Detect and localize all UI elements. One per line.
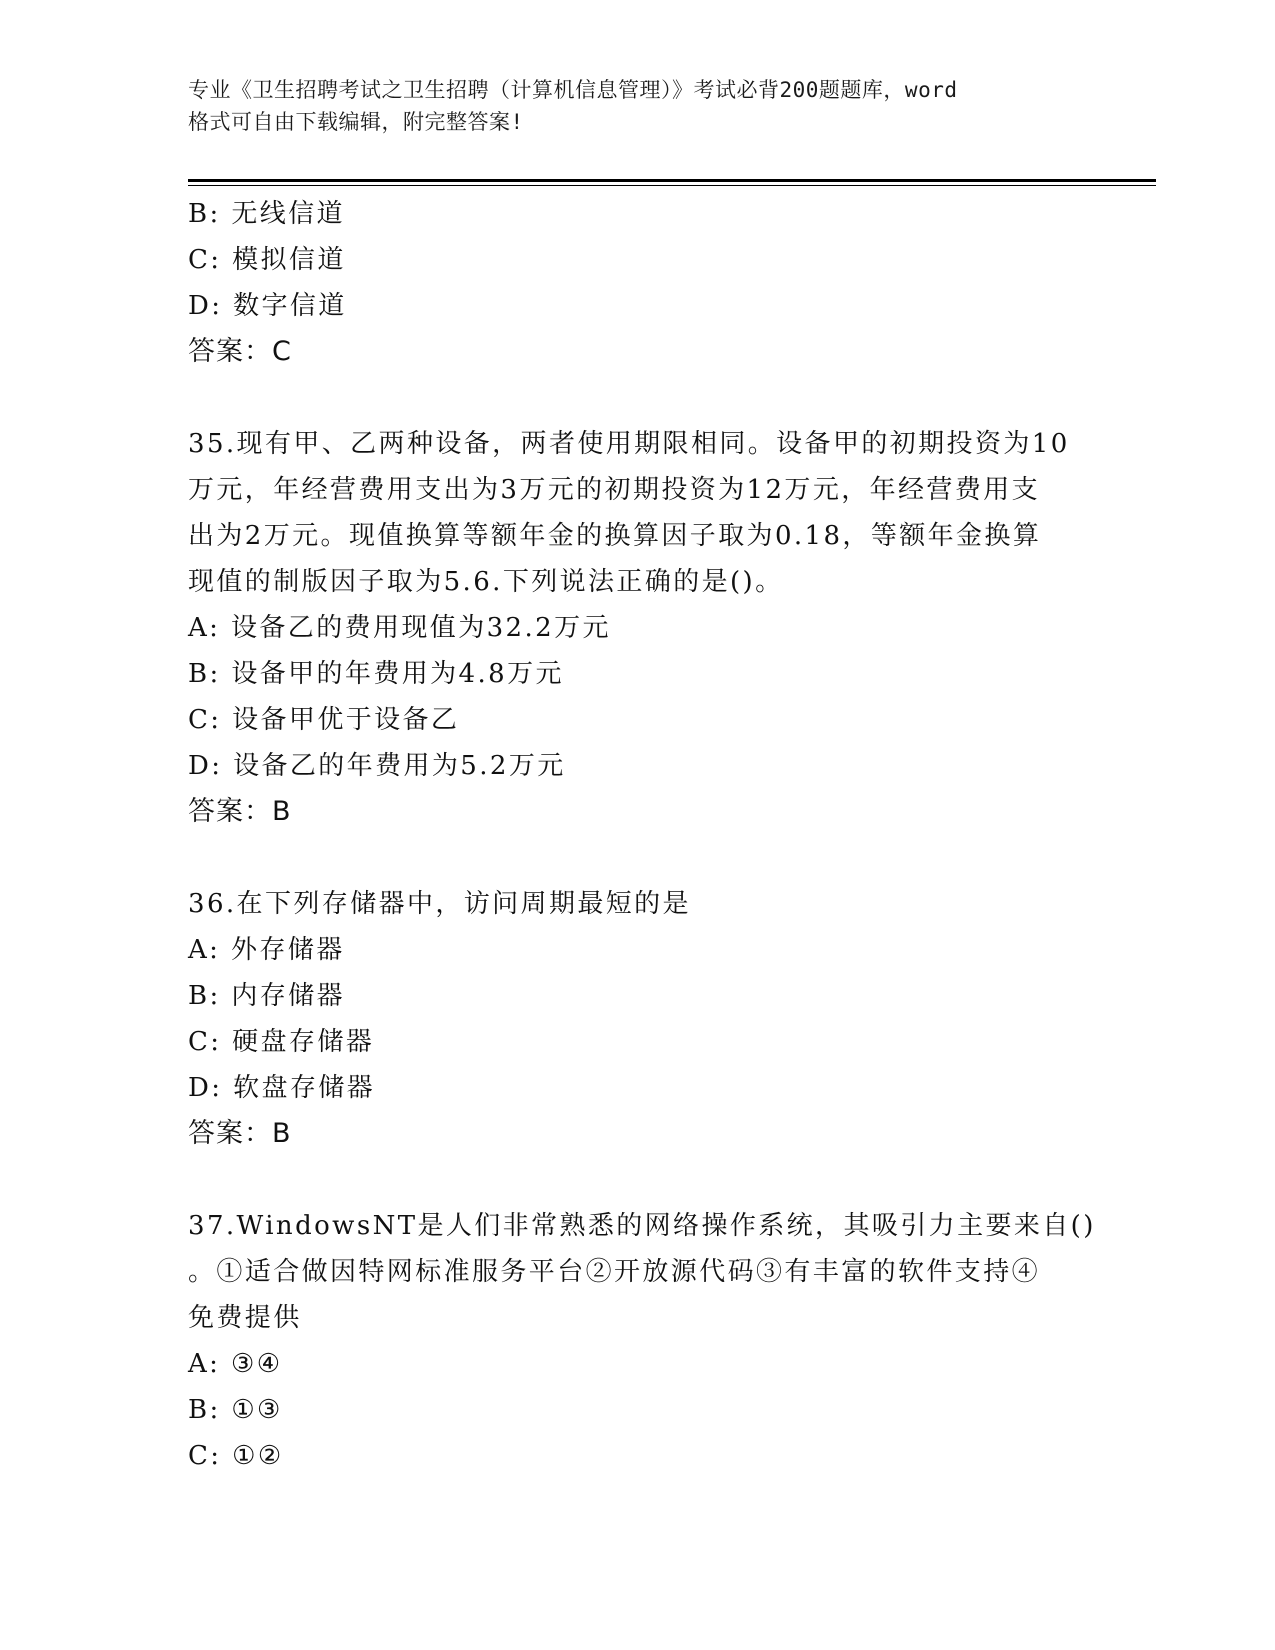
option-d: D: 数字信道 [188, 291, 347, 321]
question-stem-line: 。①适合做因特网标准服务平台②开放源代码③有丰富的软件支持④ [188, 1257, 1041, 1287]
header-rule-thick [188, 179, 1156, 182]
spacer [188, 835, 1088, 881]
question-stem-line: 37.WindowsNT是人们非常熟悉的网络操作系统，其吸引力主要来自() [188, 1211, 1096, 1241]
question-stem-line: 36.在下列存储器中，访问周期最短的是 [188, 889, 691, 919]
page-header [188, 74, 1088, 138]
question-stem-line: 万元，年经营费用支出为3万元的初期投资为12万元，年经营费用支 [188, 475, 1041, 505]
option-d: D: 软盘存储器 [188, 1073, 376, 1103]
option-a: A: 设备乙的费用现值为32.2万元 [188, 613, 611, 643]
header-line-2: 格式可自由下载编辑，附完整答案! [188, 110, 524, 134]
answer-line: 答案：B [188, 1118, 292, 1149]
option-b: B: ①③ [188, 1395, 283, 1425]
option-b: B: 设备甲的年费用为4.8万元 [188, 659, 564, 689]
header-line-1: 专业《卫生招聘考试之卫生招聘（计算机信息管理）》考试必背200题题库，word [188, 78, 958, 102]
option-a: A: 外存储器 [188, 935, 345, 965]
question-37 [188, 1203, 1096, 1479]
option-a: A: ③④ [188, 1349, 283, 1379]
option-c: C: ①② [188, 1441, 284, 1471]
option-c: C: 模拟信道 [188, 245, 346, 275]
header-rule-thin [188, 185, 1156, 186]
spacer [188, 1157, 1088, 1203]
answer-line: 答案：C [188, 336, 292, 367]
spacer [188, 375, 1088, 421]
question-stem-line: 出为2万元。现值换算等额年金的换算因子取为0.18，等额年金换算 [188, 521, 1042, 551]
option-d: D: 设备乙的年费用为5.2万元 [188, 751, 566, 781]
question-34 [188, 191, 1088, 375]
answer-line: 答案：B [188, 796, 292, 827]
question-content [188, 191, 1096, 1479]
option-b: B: 无线信道 [188, 199, 345, 229]
question-35 [188, 421, 1088, 835]
option-c: C: 设备甲优于设备乙 [188, 705, 460, 735]
question-stem-line: 现值的制版因子取为5.6.下列说法正确的是()。 [188, 567, 784, 597]
question-stem-line: 免费提供 [188, 1303, 302, 1333]
question-36 [188, 881, 1088, 1157]
question-stem-line: 35.现有甲、乙两种设备，两者使用期限相同。设备甲的初期投资为10 [188, 429, 1070, 459]
option-b: B: 内存储器 [188, 981, 345, 1011]
option-c: C: 硬盘存储器 [188, 1027, 375, 1057]
